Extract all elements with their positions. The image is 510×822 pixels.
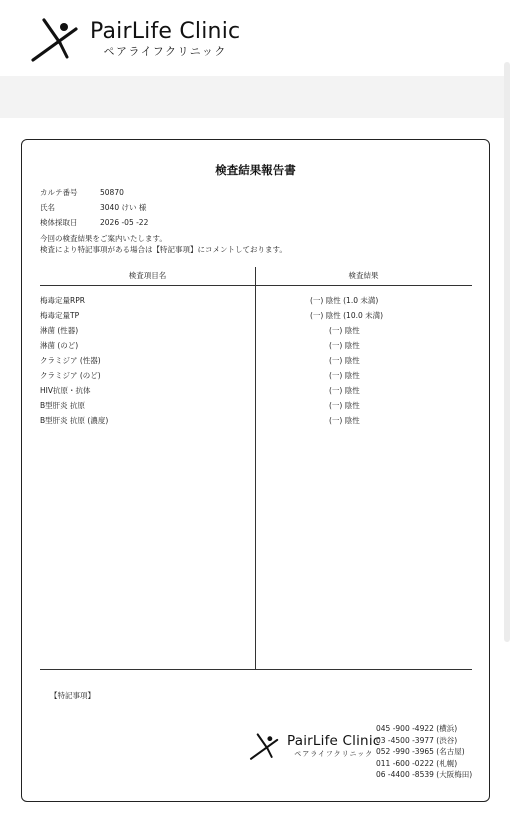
header-spacer xyxy=(0,76,510,118)
contact-phone[interactable]: 045 -900 -4922 (横浜) xyxy=(376,724,458,733)
test-item-name: クラミジア (のど) xyxy=(40,371,101,380)
test-result: (一) 陰性 xyxy=(329,371,360,380)
column-header-result: 検査結果 xyxy=(348,271,379,280)
test-result: (一) 陰性 xyxy=(329,386,360,395)
test-item-name: クラミジア (性器) xyxy=(40,356,101,365)
test-result: (一) 陰性 xyxy=(329,401,360,410)
intro-line: 検査により特記事項がある場合は【特記事項】にコメントしております。 xyxy=(40,245,287,254)
table-row xyxy=(40,383,472,398)
table-row xyxy=(40,308,472,323)
test-item-name: 淋菌 (性器) xyxy=(40,326,79,335)
intro-text xyxy=(40,233,287,255)
test-result: (一) 陰性 (10.0 未満) xyxy=(310,311,384,320)
intro-line: 今回の検査結果をご案内いたします。 xyxy=(40,234,167,243)
test-result: (一) 陰性 (1.0 未満) xyxy=(310,296,379,305)
contact-phone[interactable]: 011 -600 -0222 (札幌) xyxy=(376,758,458,768)
test-result: (一) 陰性 xyxy=(329,356,360,365)
special-notes-label: 【特記事項】 xyxy=(50,691,95,700)
test-item-name: B型肝炎 抗原 (濃度) xyxy=(40,416,109,425)
header-divider xyxy=(40,285,472,286)
meta-sample-date xyxy=(40,215,148,230)
clinic-logo[interactable] xyxy=(30,16,240,62)
clinic-logo-icon xyxy=(249,732,281,760)
table-row xyxy=(40,338,472,353)
clinic-logo-icon xyxy=(30,16,82,62)
brand-name-ja: ペアライフクリニック xyxy=(294,749,374,758)
contact-phone[interactable]: 03 -4500 -3977 (渋谷) xyxy=(376,735,458,745)
test-item-name: 淋菌 (のど) xyxy=(40,341,79,350)
test-result: (一) 陰性 xyxy=(329,341,360,350)
contact-phone[interactable]: 052 -990 -3965 (名古屋) xyxy=(376,747,465,756)
test-item-name: HIV抗原・抗体 xyxy=(40,386,91,395)
table-row xyxy=(40,293,472,308)
table-row xyxy=(40,398,472,413)
meta-label: 検体採取日 xyxy=(40,218,78,227)
table-row xyxy=(40,413,472,428)
meta-label: 氏名 xyxy=(40,203,55,212)
meta-patient-name xyxy=(40,200,148,215)
meta-value: 3040 けい 様 xyxy=(100,203,147,212)
meta-label: カルテ番号 xyxy=(40,188,78,197)
brand-name-ja: ペアライフクリニック xyxy=(103,44,227,58)
site-header xyxy=(0,0,510,76)
table-row xyxy=(40,323,472,338)
test-result-report xyxy=(21,139,490,802)
table-row xyxy=(40,353,472,368)
test-item-name: 梅毒定量RPR xyxy=(40,296,85,305)
test-item-name: 梅毒定量TP xyxy=(40,311,80,320)
test-result: (一) 陰性 xyxy=(329,416,360,425)
table-bottom-divider xyxy=(40,669,472,670)
meta-value: 2026 -05 -22 xyxy=(100,218,149,227)
clinic-contacts xyxy=(376,723,472,781)
report-title: 検査結果報告書 xyxy=(215,163,296,177)
meta-value: 50870 xyxy=(100,188,124,197)
test-result: (一) 陰性 xyxy=(329,326,360,335)
results-table xyxy=(40,267,472,670)
result-rows xyxy=(40,293,472,428)
table-row xyxy=(40,368,472,383)
patient-meta xyxy=(40,185,148,230)
contact-phone[interactable]: 06 -4400 -8539 (大阪梅田) xyxy=(376,770,473,779)
brand-name-en: PairLife Clinic xyxy=(287,732,381,749)
test-item-name: B型肝炎 抗原 xyxy=(40,401,86,410)
scrollbar[interactable] xyxy=(504,62,510,642)
footer-clinic-logo xyxy=(249,732,380,760)
brand-name-en: PairLife Clinic xyxy=(90,18,241,44)
column-header-item: 検査項目名 xyxy=(128,271,167,280)
meta-chart-number xyxy=(40,185,148,200)
